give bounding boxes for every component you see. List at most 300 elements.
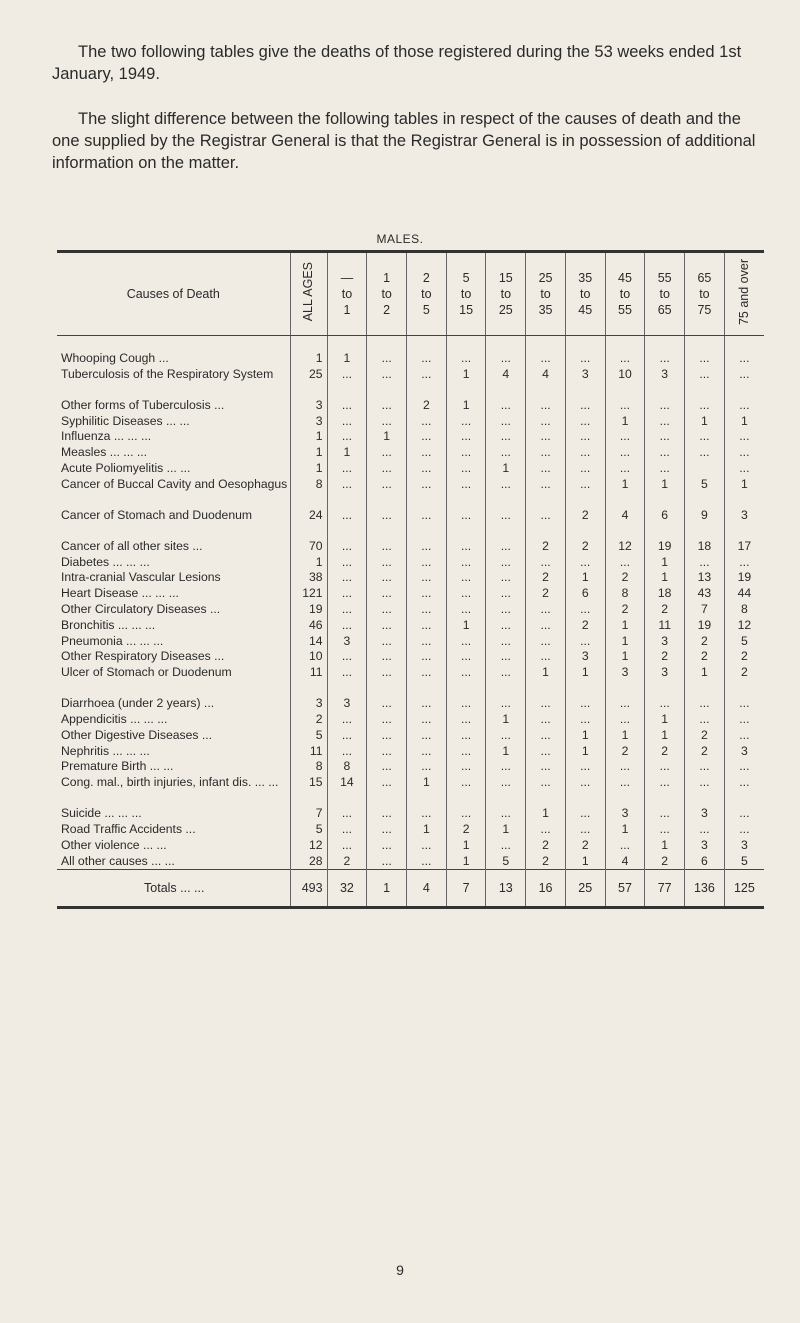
totals-label: Totals ... ...: [57, 870, 290, 908]
value-cell: ...: [367, 461, 407, 477]
value-cell: 2: [446, 822, 486, 838]
cause-cell: Nephritis ... ... ...: [61, 743, 150, 758]
table-row: [57, 351, 764, 367]
value-cell: ...: [486, 398, 526, 414]
value-cell: ...: [565, 602, 605, 618]
value-cell: ...: [446, 351, 486, 367]
value-cell: ...: [367, 854, 407, 870]
value-cell: 44: [724, 586, 764, 602]
value-cell: ...: [565, 806, 605, 822]
value-cell: 1: [645, 712, 685, 728]
cause-cell: Diarrhoea (under 2 years) ...: [61, 696, 215, 711]
table-row: [57, 508, 764, 539]
value-cell: ...: [526, 618, 566, 634]
value-cell: 1: [724, 477, 764, 508]
cause-cell: Pneumonia ... ... ...: [61, 633, 164, 648]
value-cell: ...: [724, 806, 764, 822]
value-cell: 3: [685, 838, 725, 854]
value-cell: ...: [724, 429, 764, 445]
cause-cell: Road Traffic Accidents ...: [61, 821, 196, 836]
value-cell: 1: [645, 838, 685, 854]
all-ages-cell: 12: [290, 838, 327, 854]
value-cell: 7: [685, 602, 725, 618]
value-cell: ...: [446, 477, 486, 508]
value-cell: ...: [565, 351, 605, 367]
value-cell: ...: [446, 445, 486, 461]
cause-cell: Bronchitis ... ... ...: [61, 617, 156, 632]
value-cell: ...: [327, 570, 367, 586]
value-cell: ...: [407, 461, 447, 477]
value-cell: ...: [367, 602, 407, 618]
value-cell: ...: [565, 634, 605, 650]
value-cell: ...: [685, 398, 725, 414]
table-row: [57, 712, 764, 728]
table-row: [57, 854, 764, 870]
column-header-age-1-2: 1 to 2: [367, 252, 407, 336]
total-cell: 16: [526, 870, 566, 908]
value-cell: 1: [645, 570, 685, 586]
total-cell: 125: [724, 870, 764, 908]
value-cell: 1: [446, 854, 486, 870]
total-cell: 136: [685, 870, 725, 908]
value-cell: ...: [724, 712, 764, 728]
value-cell: ...: [565, 477, 605, 508]
value-cell: ...: [407, 806, 447, 822]
value-cell: 8: [605, 586, 645, 602]
value-cell: ...: [565, 759, 605, 775]
value-cell: ...: [605, 351, 645, 367]
value-cell: ...: [526, 508, 566, 539]
value-cell: ...: [526, 398, 566, 414]
value-cell: ...: [724, 398, 764, 414]
value-cell: ...: [526, 634, 566, 650]
value-cell: 2: [526, 570, 566, 586]
all-ages-cell: 121: [290, 586, 327, 602]
value-cell: 1: [605, 618, 645, 634]
cause-cell: Cong. mal., birth injuries, infant dis. ... ...: [61, 775, 279, 790]
cause-cell: Diabetes ... ... ...: [61, 554, 150, 569]
table-row: [57, 477, 764, 508]
value-cell: ...: [486, 838, 526, 854]
table-heading: MALES.: [376, 232, 424, 246]
cause-cell: Tuberculosis of the Respiratory System: [61, 366, 274, 381]
value-cell: ...: [407, 634, 447, 650]
value-cell: ...: [645, 429, 685, 445]
value-cell: ...: [526, 602, 566, 618]
all-ages-cell: 1: [290, 429, 327, 445]
value-cell: ...: [446, 634, 486, 650]
value-cell: 11: [645, 618, 685, 634]
table-row: [57, 634, 764, 650]
value-cell: 1: [685, 414, 725, 430]
value-cell: ...: [526, 414, 566, 430]
value-cell: ...: [327, 618, 367, 634]
value-cell: 2: [407, 398, 447, 414]
value-cell: ...: [446, 429, 486, 445]
value-cell: 3: [645, 665, 685, 696]
value-cell: ...: [327, 712, 367, 728]
value-cell: 1: [605, 414, 645, 430]
value-cell: ...: [327, 649, 367, 665]
value-cell: ...: [327, 461, 367, 477]
table-row: [57, 759, 764, 775]
value-cell: ...: [367, 445, 407, 461]
value-cell: ...: [685, 712, 725, 728]
value-cell: 1: [327, 351, 367, 367]
value-cell: 3: [724, 508, 764, 539]
header-row: [57, 252, 764, 336]
value-cell: ...: [486, 649, 526, 665]
value-cell: ...: [446, 586, 486, 602]
all-ages-cell: 2: [290, 712, 327, 728]
column-header-age-45-55: 45 to 55: [605, 252, 645, 336]
cause-cell: Acute Poliomyelitis ... ...: [61, 460, 191, 475]
value-cell: 2: [605, 602, 645, 618]
column-header-age-55-65: 55 to 65: [645, 252, 685, 336]
value-cell: ...: [486, 618, 526, 634]
value-cell: ...: [327, 477, 367, 508]
value-cell: 3: [724, 744, 764, 760]
value-cell: ...: [526, 822, 566, 838]
value-cell: ...: [486, 696, 526, 712]
value-cell: ...: [605, 555, 645, 571]
value-cell: ...: [605, 461, 645, 477]
page-number: 9: [396, 1262, 404, 1278]
value-cell: ...: [446, 712, 486, 728]
all-ages-cell: 1: [290, 555, 327, 571]
value-cell: 1: [724, 414, 764, 430]
value-cell: 9: [685, 508, 725, 539]
value-cell: ...: [526, 696, 566, 712]
value-cell: 1: [446, 838, 486, 854]
table-row: [57, 602, 764, 618]
value-cell: ...: [685, 445, 725, 461]
table-body: [57, 336, 764, 908]
value-cell: ...: [367, 838, 407, 854]
value-cell: ...: [367, 618, 407, 634]
value-cell: 43: [685, 586, 725, 602]
all-ages-cell: 10: [290, 649, 327, 665]
deaths-table: [57, 250, 764, 909]
value-cell: ...: [565, 822, 605, 838]
all-ages-cell: 24: [290, 508, 327, 539]
value-cell: ...: [446, 728, 486, 744]
value-cell: ...: [724, 351, 764, 367]
table-row: [57, 555, 764, 571]
value-cell: ...: [526, 759, 566, 775]
value-cell: 3: [327, 634, 367, 650]
value-cell: 1: [446, 367, 486, 398]
value-cell: ...: [724, 759, 764, 775]
value-cell: ...: [367, 649, 407, 665]
value-cell: ...: [605, 775, 645, 806]
value-cell: ...: [486, 351, 526, 367]
value-cell: ...: [407, 744, 447, 760]
value-cell: ...: [327, 838, 367, 854]
value-cell: ...: [407, 696, 447, 712]
value-cell: ...: [367, 398, 407, 414]
value-cell: ...: [446, 665, 486, 696]
cause-cell: Ulcer of Stomach or Duodenum: [61, 665, 232, 680]
value-cell: 2: [565, 618, 605, 634]
value-cell: 2: [565, 838, 605, 854]
table-row: [57, 539, 764, 555]
value-cell: 1: [605, 477, 645, 508]
value-cell: ...: [367, 665, 407, 696]
value-cell: ...: [407, 539, 447, 555]
value-cell: ...: [367, 775, 407, 806]
cause-cell: Measles ... ... ...: [61, 445, 148, 460]
value-cell: ...: [367, 477, 407, 508]
cause-cell: Other Digestive Diseases ...: [61, 727, 213, 742]
value-cell: 2: [685, 728, 725, 744]
column-header-age-2-5: 2 to 5: [407, 252, 447, 336]
all-ages-cell: 15: [290, 775, 327, 806]
value-cell: 1: [605, 649, 645, 665]
value-cell: ...: [685, 429, 725, 445]
value-cell: ...: [645, 461, 685, 477]
column-header-all-ages: ALL AGES: [290, 252, 327, 336]
value-cell: ...: [605, 712, 645, 728]
all-ages-cell: 70: [290, 539, 327, 555]
value-cell: 2: [526, 539, 566, 555]
value-cell: ...: [486, 634, 526, 650]
cause-cell: Other forms of Tuberculosis ...: [61, 397, 225, 412]
value-cell: ...: [526, 351, 566, 367]
all-ages-cell: 25: [290, 367, 327, 398]
value-cell: ...: [407, 429, 447, 445]
value-cell: ...: [486, 570, 526, 586]
value-cell: ...: [486, 429, 526, 445]
all-ages-cell: 8: [290, 759, 327, 775]
value-cell: 2: [605, 570, 645, 586]
value-cell: ...: [526, 477, 566, 508]
total-cell: 77: [645, 870, 685, 908]
value-cell: ...: [565, 398, 605, 414]
value-cell: ...: [565, 712, 605, 728]
value-cell: 2: [565, 508, 605, 539]
table-row: [57, 822, 764, 838]
value-cell: ...: [407, 728, 447, 744]
value-cell: ...: [645, 806, 685, 822]
table-row: [57, 414, 764, 430]
value-cell: ...: [645, 775, 685, 806]
value-cell: ...: [446, 570, 486, 586]
value-cell: ...: [407, 838, 447, 854]
value-cell: ...: [327, 586, 367, 602]
value-cell: 12: [724, 618, 764, 634]
column-header-age-25-35: 25 to 35: [526, 252, 566, 336]
value-cell: ...: [327, 665, 367, 696]
value-cell: ...: [724, 367, 764, 398]
value-cell: ...: [446, 539, 486, 555]
table-row: [57, 461, 764, 477]
value-cell: ...: [526, 728, 566, 744]
value-cell: ...: [645, 398, 685, 414]
value-cell: 4: [605, 508, 645, 539]
intro-paragraph-2: The slight difference between the following tables in respect of the causes of death and the one supplied by the Registrar General is that the Registrar General is in possession of additional information on the matter.: [52, 110, 756, 172]
value-cell: ...: [565, 429, 605, 445]
cause-cell: Other violence ... ...: [61, 837, 167, 852]
value-cell: ...: [367, 696, 407, 712]
table-row: [57, 367, 764, 398]
value-cell: ...: [407, 618, 447, 634]
value-cell: ...: [407, 508, 447, 539]
table-row: [57, 728, 764, 744]
value-cell: ...: [526, 555, 566, 571]
value-cell: 2: [724, 649, 764, 665]
value-cell: ...: [724, 445, 764, 461]
value-cell: ...: [605, 838, 645, 854]
value-cell: 4: [526, 367, 566, 398]
table-row: [57, 696, 764, 712]
cause-cell: Influenza ... ... ...: [61, 429, 152, 444]
value-cell: ...: [367, 508, 407, 539]
value-cell: 14: [327, 775, 367, 806]
value-cell: ...: [605, 696, 645, 712]
value-cell: ...: [367, 728, 407, 744]
value-cell: ...: [367, 712, 407, 728]
column-header-age-15-25: 15 to 25: [486, 252, 526, 336]
value-cell: ...: [367, 570, 407, 586]
table-row: [57, 649, 764, 665]
value-cell: 1: [407, 822, 447, 838]
value-cell: 2: [645, 602, 685, 618]
value-cell: ...: [486, 555, 526, 571]
value-cell: ...: [446, 414, 486, 430]
value-cell: 3: [724, 838, 764, 854]
value-cell: 19: [685, 618, 725, 634]
value-cell: ...: [685, 367, 725, 398]
value-cell: ...: [486, 445, 526, 461]
value-cell: ...: [446, 696, 486, 712]
value-cell: ...: [645, 414, 685, 430]
value-cell: ...: [605, 759, 645, 775]
value-cell: ...: [327, 806, 367, 822]
value-cell: ...: [685, 351, 725, 367]
value-cell: ...: [407, 555, 447, 571]
spacer-row: [57, 336, 764, 352]
value-cell: ...: [367, 634, 407, 650]
value-cell: 2: [645, 854, 685, 870]
table-row: [57, 665, 764, 696]
value-cell: 1: [486, 712, 526, 728]
value-cell: ...: [526, 649, 566, 665]
value-cell: ...: [327, 822, 367, 838]
table-row: [57, 744, 764, 760]
all-ages-cell: 3: [290, 696, 327, 712]
value-cell: ...: [327, 414, 367, 430]
total-cell: 4: [407, 870, 447, 908]
cause-cell: Premature Birth ... ...: [61, 759, 174, 774]
value-cell: 1: [565, 728, 605, 744]
all-ages-cell: 3: [290, 414, 327, 430]
column-header-age-0-1: — to 1: [327, 252, 367, 336]
value-cell: 3: [685, 806, 725, 822]
all-ages-cell: 8: [290, 477, 327, 508]
value-cell: ...: [367, 414, 407, 430]
value-cell: 5: [685, 477, 725, 508]
all-ages-cell: 14: [290, 634, 327, 650]
value-cell: ...: [685, 775, 725, 806]
value-cell: ...: [367, 555, 407, 571]
value-cell: 4: [605, 854, 645, 870]
value-cell: ...: [645, 822, 685, 838]
value-cell: ...: [565, 445, 605, 461]
value-cell: 3: [645, 367, 685, 398]
table-row: [57, 838, 764, 854]
value-cell: ...: [407, 665, 447, 696]
value-cell: ...: [446, 649, 486, 665]
value-cell: 1: [486, 822, 526, 838]
all-ages-cell: 5: [290, 822, 327, 838]
value-cell: 1: [685, 665, 725, 696]
total-cell: 1: [367, 870, 407, 908]
value-cell: ...: [685, 759, 725, 775]
value-cell: ...: [367, 759, 407, 775]
value-cell: ...: [407, 649, 447, 665]
value-cell: ...: [367, 367, 407, 398]
all-ages-cell: 46: [290, 618, 327, 634]
table-row: [57, 618, 764, 634]
all-ages-cell: 1: [290, 445, 327, 461]
value-cell: 1: [645, 555, 685, 571]
value-cell: ...: [526, 744, 566, 760]
value-cell: ...: [407, 759, 447, 775]
value-cell: 1: [526, 806, 566, 822]
value-cell: 1: [446, 398, 486, 414]
value-cell: 1: [605, 728, 645, 744]
value-cell: ...: [486, 775, 526, 806]
value-cell: ...: [645, 351, 685, 367]
cause-cell: Other Respiratory Diseases ...: [61, 649, 225, 664]
column-header-age-65-75: 65 to 75: [685, 252, 725, 336]
value-cell: ...: [645, 445, 685, 461]
value-cell: 1: [565, 570, 605, 586]
totals-row: [57, 870, 764, 908]
cause-cell: Syphilitic Diseases ... ...: [61, 413, 190, 428]
all-ages-cell: 28: [290, 854, 327, 870]
value-cell: 6: [645, 508, 685, 539]
column-header-age-75-over: 75 and over: [724, 252, 764, 336]
value-cell: ...: [724, 555, 764, 571]
value-cell: 1: [446, 618, 486, 634]
value-cell: 1: [565, 744, 605, 760]
value-cell: 2: [685, 634, 725, 650]
value-cell: ...: [327, 367, 367, 398]
cause-cell: Cancer of Buccal Cavity and Oesophagus: [61, 476, 288, 491]
value-cell: ...: [407, 586, 447, 602]
value-cell: ...: [407, 477, 447, 508]
value-cell: ...: [724, 822, 764, 838]
value-cell: ...: [526, 445, 566, 461]
cause-cell: Suicide ... ... ...: [61, 806, 142, 821]
value-cell: ...: [724, 728, 764, 744]
value-cell: 10: [605, 367, 645, 398]
value-cell: 2: [645, 744, 685, 760]
cause-cell: Cancer of Stomach and Duodenum: [61, 507, 253, 522]
value-cell: ...: [724, 775, 764, 806]
value-cell: [685, 461, 725, 477]
value-cell: ...: [327, 539, 367, 555]
value-cell: 19: [645, 539, 685, 555]
value-cell: ...: [446, 555, 486, 571]
value-cell: ...: [446, 806, 486, 822]
value-cell: 6: [565, 586, 605, 602]
value-cell: 8: [724, 602, 764, 618]
value-cell: ...: [685, 822, 725, 838]
value-cell: ...: [327, 602, 367, 618]
